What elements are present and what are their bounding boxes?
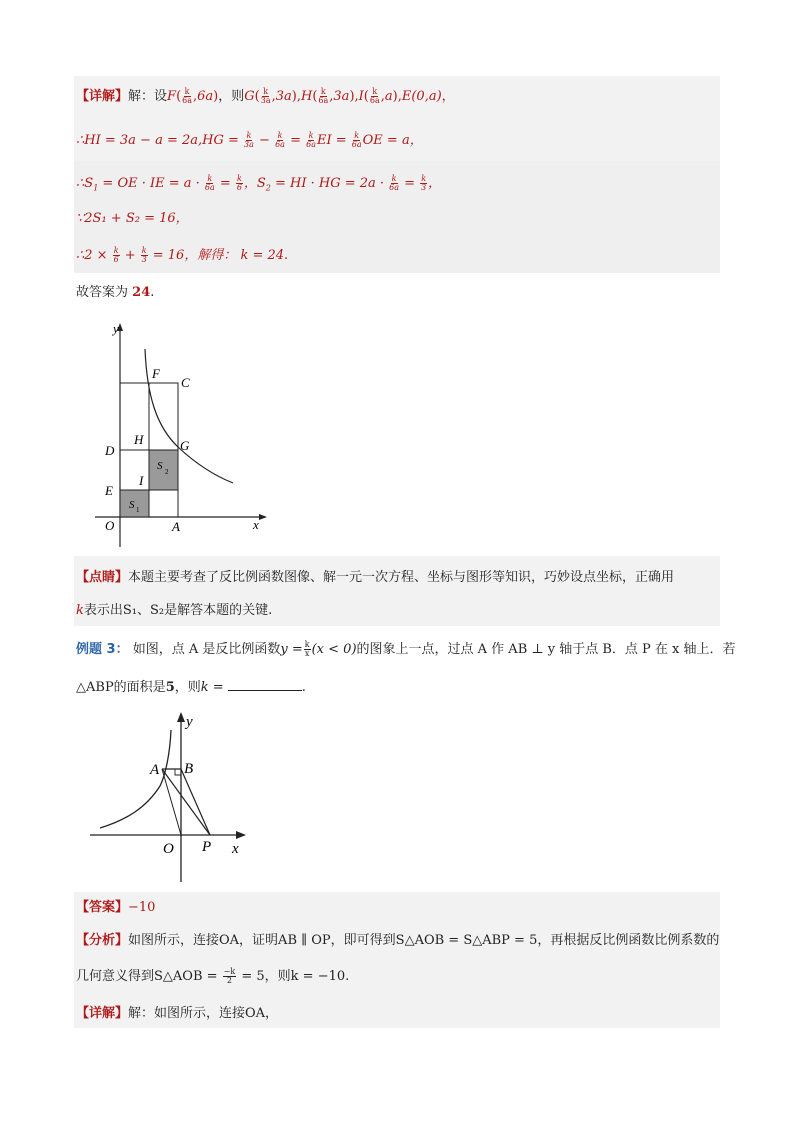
figure2-label-A: A <box>150 762 160 778</box>
comment-line2: k表示出S₁、S₂是解答本题的关键. <box>76 603 273 618</box>
analysis-line2: 几何意义得到S△AOB = $\frac{-k}{2}$ = 5，则k = −10. <box>76 967 350 985</box>
figure2-hyperbola <box>100 730 171 828</box>
solution1-line5: ∴2 × $\frac{k}{6}$ + $\frac{k}{3}$ = 16，解得： k = 24. <box>76 246 289 264</box>
figure1-label-C: C <box>181 375 190 390</box>
figure1-label-y: y <box>113 321 119 336</box>
answer2-line: 【答案】−10 <box>76 900 156 915</box>
figure2-label-B: B <box>184 761 194 777</box>
figure1-label-A: A <box>172 519 180 534</box>
figure1-label-E: E <box>105 483 113 498</box>
figure2-label-P: P <box>202 839 212 855</box>
detail2-line: 【详解】解：如图所示，连接OA， <box>76 1006 279 1021</box>
figure2 <box>86 708 256 886</box>
solution1-line4: ∵2S₁ + S₂ = 16， <box>76 211 189 226</box>
figure2-label-O: O <box>163 841 174 857</box>
solution1-line1: 【详解】解：设F( $\frac{k}{6a}$ ,6a)，则G( $\frac{k}{3a}$ ,3a),H( $\frac{k}{6a}$ ,3a),I( $\frac{k}{6a}$ ,a),E(0,a)， <box>76 87 455 105</box>
figure1-s2-rect <box>149 450 178 490</box>
figure2-label-x: x <box>232 841 239 857</box>
comment-line1: 【点睛】本题主要考查了反比例函数图像、解一元一次方程、坐标与图形等知识，巧妙设点坐标，正确用 <box>76 570 675 585</box>
figure1-s1-rect <box>120 490 149 517</box>
figure1-label-O: O <box>105 518 115 533</box>
figure1-label-x: x <box>253 517 259 532</box>
figure1-label-S2-sub: 2 <box>165 468 169 476</box>
figure1-label-I: I <box>139 473 144 488</box>
figure2-y-arrow <box>177 712 185 722</box>
figure2-x-arrow <box>236 831 246 839</box>
solution1-line3: $\therefore S_1$ = OE · IE = a · $\frac{k}{6a}$ = $\frac{k}{6}$ ，$S_2$ = HI · HG = 2a · $\frac{k}{6a}$ = $\frac{k}{3}$ ， <box>76 174 442 193</box>
figure2-segment-AO <box>162 769 181 835</box>
answer-line: 故答案为 24. <box>76 285 155 300</box>
figure1-label-F: F <box>152 366 160 381</box>
example3-label: 例题 3： <box>76 642 129 657</box>
answer-blank[interactable] <box>228 678 302 691</box>
example3-line2: △ABP的面积是5，则k = . <box>76 680 306 695</box>
solution1-line2: ∴HI = 3a − a = 2a,HG = $\frac{k}{3a}$ − $\frac{k}{6a}$ = $\frac{k}{6a}$ EI = $\frac{k}{6a}$ OE = a， <box>76 131 423 149</box>
example3-line1: 例题 3： 如图，点 A 是反比例函数y = $\frac{k}{x}$ (x < 0)的图象上一点，过点 A 作 AB ⊥ y 轴于点 B．点 P 在 x 轴上．若 <box>76 640 736 658</box>
figure2-label-y: y <box>186 714 193 730</box>
figure1-label-S1-sub: 1 <box>136 506 140 514</box>
detail-tag: 【详解】 <box>76 89 129 104</box>
figure2-right-angle <box>175 769 181 775</box>
figure1-label-G: G <box>180 438 190 453</box>
figure1 <box>75 317 271 553</box>
figure1-label-S2: S <box>157 460 163 472</box>
figure1-label-D: D <box>105 443 115 458</box>
figure1-label-S1: S <box>129 499 135 511</box>
analysis-line1: 【分析】如图所示，连接OA，证明AB ∥ OP，即可得到S△AOB = S△ABP = 5，再根据反比例函数比例系数的 <box>76 933 720 948</box>
figure1-label-H: H <box>134 432 144 447</box>
